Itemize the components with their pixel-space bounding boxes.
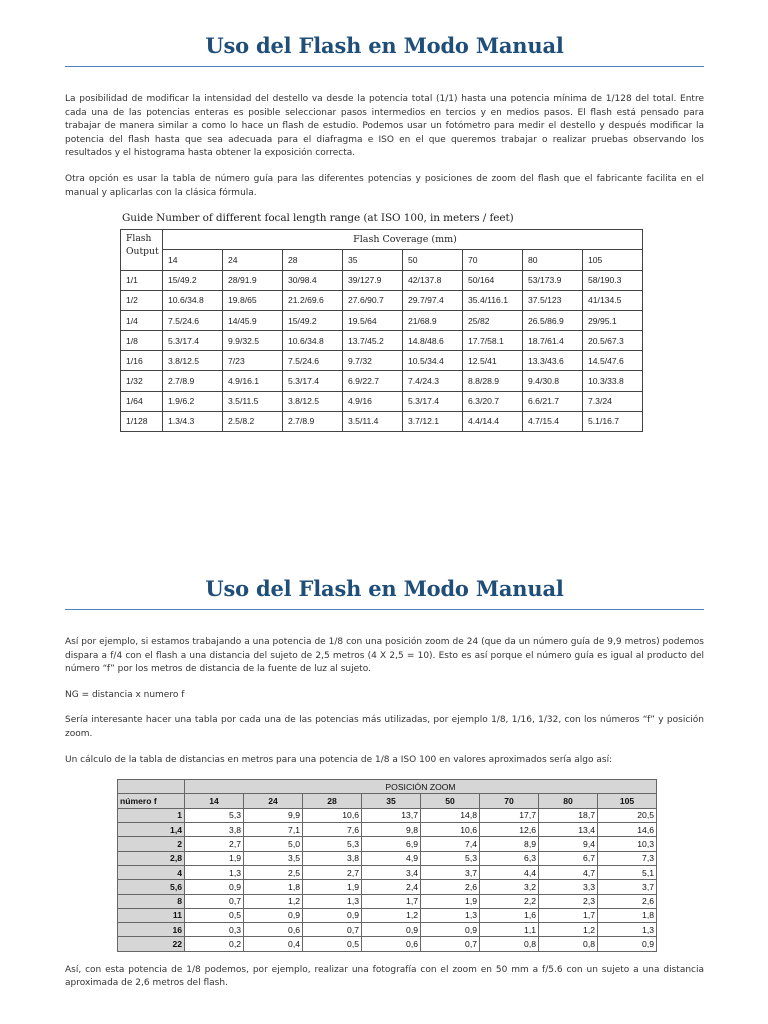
- guide-number-cell: 42/137.8: [403, 270, 463, 290]
- table-intro-paragraph: Un cálculo de la tabla de distancias en metros para una potencia de 1/8 a ISO 100 en valores aproximados sería algo así:: [65, 754, 613, 765]
- distance-cell: 18,7: [539, 808, 598, 822]
- guide-number-cell: 39/127.9: [343, 270, 403, 290]
- closing-paragraph: Así, con esta potencia de 1/8 podemos, por ejemplo, realizar una fotografía con el zoom en 50 mm a f/5.6 con un sujeto a una distancia aproximada de 2,6 metros del flash.: [65, 964, 704, 989]
- distance-cell: 3,8: [303, 851, 362, 865]
- zoom-column-header: 24: [244, 794, 303, 808]
- f-number-cell: 1: [118, 808, 185, 822]
- guide-number-cell: 19.5/64: [343, 310, 403, 330]
- distance-cell: 3,4: [362, 865, 421, 879]
- distance-cell: 7,4: [421, 837, 480, 851]
- distance-cell: 0,7: [421, 937, 480, 951]
- guide-number-cell: 5.3/17.4: [283, 371, 343, 391]
- distance-cell: 2,6: [598, 894, 657, 908]
- guide-number-cell: 5.1/16.7: [583, 411, 643, 431]
- f-number-cell: 22: [118, 937, 185, 951]
- distance-table-column-row: [118, 794, 657, 808]
- guide-number-cell: 50/164: [463, 270, 523, 290]
- zoom-column-header: 105: [598, 794, 657, 808]
- distance-cell: 0,7: [185, 894, 244, 908]
- guide-table-row: [121, 371, 643, 391]
- zoom-column-header: 14: [163, 250, 223, 270]
- flash-output-cell: 1/2: [121, 290, 163, 310]
- guide-number-cell: 3.7/12.1: [403, 411, 463, 431]
- section-1: [65, 33, 704, 432]
- guide-number-cell: 20.5/67.3: [583, 331, 643, 351]
- guide-number-cell: 13.7/45.2: [343, 331, 403, 351]
- flash-output-cell: 1/128: [121, 411, 163, 431]
- guide-number-table: [120, 229, 643, 432]
- distance-cell: 5,3: [421, 851, 480, 865]
- f-number-cell: 2: [118, 837, 185, 851]
- guide-number-cell: 3.5/11.5: [223, 391, 283, 411]
- distance-cell: 4,4: [480, 865, 539, 879]
- distance-cell: 0,3: [185, 923, 244, 937]
- distance-cell: 0,9: [421, 923, 480, 937]
- guide-number-cell: 10.3/33.8: [583, 371, 643, 391]
- distance-cell: 0,4: [244, 937, 303, 951]
- zoom-column-header: 105: [583, 250, 643, 270]
- distance-cell: 2,7: [185, 837, 244, 851]
- distance-cell: 0,9: [185, 880, 244, 894]
- distance-cell: 4,7: [539, 865, 598, 879]
- distance-cell: 0,9: [303, 908, 362, 922]
- distance-cell: 10,6: [303, 808, 362, 822]
- distance-cell: 10,6: [421, 823, 480, 837]
- guide-number-cell: 8.8/28.9: [463, 371, 523, 391]
- guide-number-cell: 13.3/43.6: [523, 351, 583, 371]
- distance-cell: 1,2: [244, 894, 303, 908]
- distance-cell: 1,9: [303, 880, 362, 894]
- distance-cell: 1,3: [185, 865, 244, 879]
- distance-cell: 3,7: [598, 880, 657, 894]
- guide-number-cell: 30/98.4: [283, 270, 343, 290]
- f-number-cell: 16: [118, 923, 185, 937]
- flash-output-cell: 1/1: [121, 270, 163, 290]
- distance-cell: 0,5: [185, 908, 244, 922]
- guide-table-column-row: [121, 250, 643, 270]
- distance-cell: 3,8: [185, 823, 244, 837]
- guide-number-paragraph: Otra opción es usar la tabla de número guía para las diferentes potencias y posiciones de zoom del flash que el fabricante facilita en el manual y aplicarlas con la clásica fórmula.: [65, 173, 704, 198]
- flash-coverage-header: Flash Coverage (mm): [163, 230, 643, 250]
- flash-label: Flash: [126, 233, 152, 245]
- guide-number-cell: 10.6/34.8: [163, 290, 223, 310]
- guide-number-cell: 17.7/58.1: [463, 331, 523, 351]
- distance-cell: 1,3: [598, 923, 657, 937]
- guide-number-cell: 9.7/32: [343, 351, 403, 371]
- formula-line: NG = distancia x numero f: [65, 689, 185, 700]
- distance-cell: 4,9: [362, 851, 421, 865]
- output-label: Output: [126, 246, 159, 258]
- guide-number-cell: 4.7/15.4: [523, 411, 583, 431]
- distance-cell: 1,8: [598, 908, 657, 922]
- distance-cell: 3,3: [539, 880, 598, 894]
- distance-table-row: [118, 908, 657, 922]
- distance-table-row: [118, 851, 657, 865]
- guide-number-cell: 29.7/97.4: [403, 290, 463, 310]
- guide-number-cell: 6.3/20.7: [463, 391, 523, 411]
- guide-number-cell: 10.6/34.8: [283, 331, 343, 351]
- guide-number-cell: 7/23: [223, 351, 283, 371]
- guide-number-cell: 7.5/24.6: [283, 351, 343, 371]
- intro-paragraph: La posibilidad de modificar la intensidad del destello va desde la potencia total (1/1) hasta una potencia mínima de 1/128 del total. Entre cada una de las potencias enteras es posible seleccionar pasos intermedios en tercios y en medios pasos. El flash está pensado para trabajar de manera similar a como lo hace un flash de estudio. Podemos usar un fotómetro para medir el destello y después modificar la potencia del flash hasta que sea adecuada para el diafragma e ISO en el que queremos trabajar o realizar pruebas observando los resultados y el histograma hasta obtener la exposición correcta.: [65, 94, 704, 159]
- distance-cell: 1,2: [362, 908, 421, 922]
- distance-cell: 6,3: [480, 851, 539, 865]
- distance-cell: 1,9: [185, 851, 244, 865]
- guide-number-cell: 12.5/41: [463, 351, 523, 371]
- distance-cell: 5,3: [185, 808, 244, 822]
- distance-table-row: [118, 865, 657, 879]
- guide-number-cell: 21/68.9: [403, 310, 463, 330]
- zoom-column-header: 70: [463, 250, 523, 270]
- guide-number-cell: 3.8/12.5: [163, 351, 223, 371]
- distance-cell: 0,6: [244, 923, 303, 937]
- guide-number-cell: 15/49.2: [163, 270, 223, 290]
- distance-cell: 5,0: [244, 837, 303, 851]
- distance-cell: 9,9: [244, 808, 303, 822]
- distance-cell: 2,6: [421, 880, 480, 894]
- guide-number-cell: 5.3/17.4: [163, 331, 223, 351]
- guide-number-cell: 4.9/16.1: [223, 371, 283, 391]
- guide-table-row: [121, 331, 643, 351]
- guide-table-row: [121, 270, 643, 290]
- page-title: Uso del Flash en Modo Manual: [65, 33, 704, 67]
- guide-table-row: [121, 391, 643, 411]
- distance-table-row: [118, 880, 657, 894]
- distance-cell: 0,9: [244, 908, 303, 922]
- guide-number-cell: 3.8/12.5: [283, 391, 343, 411]
- corner-cell: [118, 780, 185, 794]
- distance-cell: 14,6: [598, 823, 657, 837]
- flash-output-cell: 1/4: [121, 310, 163, 330]
- distance-cell: 1,7: [539, 908, 598, 922]
- flash-output-header: [121, 230, 163, 270]
- guide-number-cell: 6.6/21.7: [523, 391, 583, 411]
- guide-number-cell: 5.3/17.4: [403, 391, 463, 411]
- distance-cell: 1,9: [421, 894, 480, 908]
- guide-number-cell: 14/45.9: [223, 310, 283, 330]
- distance-cell: 7,6: [303, 823, 362, 837]
- zoom-column-header: 24: [223, 250, 283, 270]
- f-number-header: número f: [118, 794, 185, 808]
- guide-number-cell: 37.5/123: [523, 290, 583, 310]
- section-2: [65, 576, 704, 1003]
- distance-cell: 5,3: [303, 837, 362, 851]
- example-paragraph: Así por ejemplo, si estamos trabajando a una potencia de 1/8 con una posición zoom de 24 (que da un número guía de 9,9 metros) podemos dispara a f/4 con el flash a una distancia del sujeto de 2,5 metros (4 X 2,5 = 10). Esto es así porque el número guía es igual al producto del número “f” por los metros de distancia de la fuente de luz al sujeto.: [65, 637, 704, 675]
- zoom-column-header: 28: [303, 794, 362, 808]
- page-title-2: Uso del Flash en Modo Manual: [65, 576, 704, 610]
- guide-number-cell: 2.7/8.9: [283, 411, 343, 431]
- guide-number-cell: 19.8/65: [223, 290, 283, 310]
- distance-cell: 14,8: [421, 808, 480, 822]
- guide-number-cell: 9.4/30.8: [523, 371, 583, 391]
- guide-number-cell: 18.7/61.4: [523, 331, 583, 351]
- distance-cell: 2,4: [362, 880, 421, 894]
- zoom-column-header: 35: [362, 794, 421, 808]
- distance-cell: 8,9: [480, 837, 539, 851]
- guide-number-cell: 7.4/24.3: [403, 371, 463, 391]
- distance-cell: 0,2: [185, 937, 244, 951]
- zoom-column-header: 14: [185, 794, 244, 808]
- distance-cell: 2,3: [539, 894, 598, 908]
- distance-cell: 3,2: [480, 880, 539, 894]
- guide-table-row: [121, 290, 643, 310]
- flash-output-cell: 1/64: [121, 391, 163, 411]
- distance-cell: 9,4: [539, 837, 598, 851]
- distance-table-row: [118, 894, 657, 908]
- zoom-column-header: 80: [539, 794, 598, 808]
- guide-number-cell: 10.5/34.4: [403, 351, 463, 371]
- distance-cell: 20,5: [598, 808, 657, 822]
- guide-number-cell: 21.2/69.6: [283, 290, 343, 310]
- zoom-column-header: 35: [343, 250, 403, 270]
- distance-cell: 1,6: [480, 908, 539, 922]
- distance-cell: 0,7: [303, 923, 362, 937]
- f-number-cell: 11: [118, 908, 185, 922]
- guide-number-cell: 2.7/8.9: [163, 371, 223, 391]
- guide-number-cell: 14.8/48.6: [403, 331, 463, 351]
- distance-cell: 2,7: [303, 865, 362, 879]
- guide-number-cell: 53/173.9: [523, 270, 583, 290]
- guide-number-cell: 1.3/4.3: [163, 411, 223, 431]
- distance-cell: 1,7: [362, 894, 421, 908]
- distance-cell: 1,1: [480, 923, 539, 937]
- distance-cell: 7,1: [244, 823, 303, 837]
- guide-number-cell: 7.5/24.6: [163, 310, 223, 330]
- guide-number-cell: 4.9/16: [343, 391, 403, 411]
- distance-cell: 2,5: [244, 865, 303, 879]
- f-number-cell: 8: [118, 894, 185, 908]
- guide-number-cell: 4.4/14.4: [463, 411, 523, 431]
- guide-number-cell: 7.3/24: [583, 391, 643, 411]
- distance-cell: 1,3: [303, 894, 362, 908]
- zoom-column-header: 70: [480, 794, 539, 808]
- distance-table-row: [118, 837, 657, 851]
- zoom-column-header: 50: [403, 250, 463, 270]
- distance-cell: 6,7: [539, 851, 598, 865]
- guide-number-cell: 41/134.5: [583, 290, 643, 310]
- distance-cell: 3,7: [421, 865, 480, 879]
- guide-number-cell: 25/82: [463, 310, 523, 330]
- guide-number-cell: 26.5/86.9: [523, 310, 583, 330]
- guide-number-cell: 3.5/11.4: [343, 411, 403, 431]
- distance-cell: 6,9: [362, 837, 421, 851]
- distance-table-zoom-row: [118, 780, 657, 794]
- guide-table-row: [121, 351, 643, 371]
- distance-cell: 1,2: [539, 923, 598, 937]
- distance-cell: 9,8: [362, 823, 421, 837]
- f-number-cell: 1,4: [118, 823, 185, 837]
- guide-number-cell: 35.4/116.1: [463, 290, 523, 310]
- guide-table-caption: Guide Number of different focal length range (at ISO 100, in meters / feet): [122, 212, 514, 225]
- distance-cell: 3,5: [244, 851, 303, 865]
- distance-cell: 1,8: [244, 880, 303, 894]
- f-number-cell: 5,6: [118, 880, 185, 894]
- distance-table-row: [118, 923, 657, 937]
- guide-number-cell: 6.9/22.7: [343, 371, 403, 391]
- distance-cell: 13,4: [539, 823, 598, 837]
- distance-cell: 1,3: [421, 908, 480, 922]
- guide-number-cell: 9.9/32.5: [223, 331, 283, 351]
- zoom-column-header: 80: [523, 250, 583, 270]
- distance-cell: 0,9: [598, 937, 657, 951]
- distance-cell: 10,3: [598, 837, 657, 851]
- flash-output-cell: 1/8: [121, 331, 163, 351]
- suggestion-paragraph: Sería interesante hacer una tabla por cada una de las potencias más utilizadas, por ejemplo 1/8, 1/16, 1/32, con los números “f” y posición zoom.: [65, 715, 704, 739]
- distance-cell: 0,8: [480, 937, 539, 951]
- guide-number-cell: 1.9/6.2: [163, 391, 223, 411]
- distance-table: [117, 779, 657, 952]
- distance-cell: 12,6: [480, 823, 539, 837]
- guide-number-cell: 29/95.1: [583, 310, 643, 330]
- f-number-cell: 2,8: [118, 851, 185, 865]
- distance-cell: 17,7: [480, 808, 539, 822]
- distance-cell: 13,7: [362, 808, 421, 822]
- flash-output-cell: 1/32: [121, 371, 163, 391]
- zoom-column-header: 28: [283, 250, 343, 270]
- distance-cell: 0,6: [362, 937, 421, 951]
- distance-table-row: [118, 937, 657, 951]
- distance-cell: 0,8: [539, 937, 598, 951]
- guide-number-cell: 14.5/47.6: [583, 351, 643, 371]
- guide-number-cell: 28/91.9: [223, 270, 283, 290]
- distance-cell: 0,5: [303, 937, 362, 951]
- guide-number-cell: 15/49.2: [283, 310, 343, 330]
- zoom-column-header: 50: [421, 794, 480, 808]
- distance-table-row: [118, 808, 657, 822]
- guide-number-cell: 58/190.3: [583, 270, 643, 290]
- distance-cell: 2,2: [480, 894, 539, 908]
- distance-cell: 7,3: [598, 851, 657, 865]
- f-number-cell: 4: [118, 865, 185, 879]
- distance-table-row: [118, 823, 657, 837]
- guide-number-cell: 2.5/8.2: [223, 411, 283, 431]
- zoom-position-header: POSICIÓN ZOOM: [185, 780, 657, 794]
- guide-table-row: [121, 411, 643, 431]
- distance-cell: 5,1: [598, 865, 657, 879]
- guide-table-header-row: [121, 230, 643, 250]
- guide-number-cell: 27.6/90.7: [343, 290, 403, 310]
- guide-table-row: [121, 310, 643, 330]
- flash-output-cell: 1/16: [121, 351, 163, 371]
- distance-cell: 0,9: [362, 923, 421, 937]
